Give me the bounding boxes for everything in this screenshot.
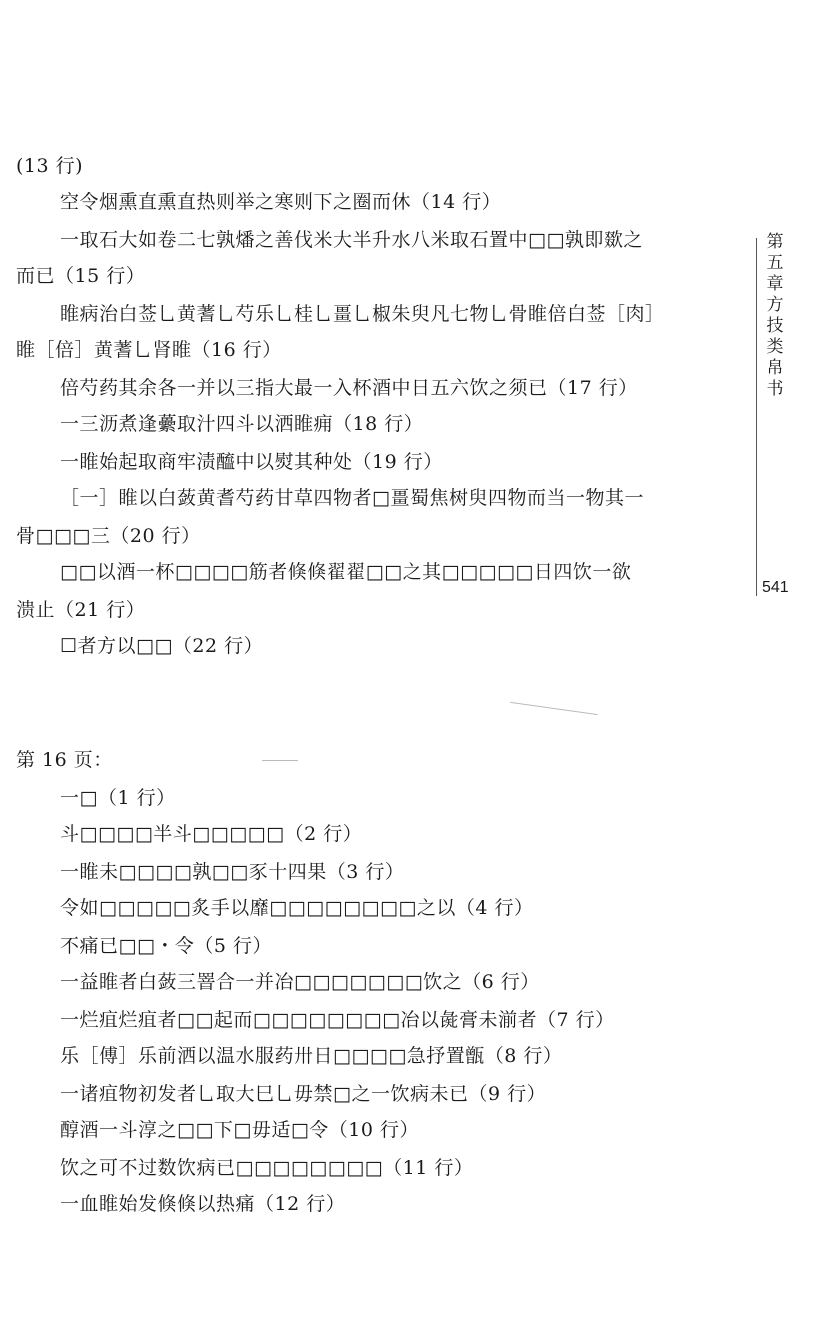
text-line: 一取石大如卷二七孰燔之善伐米大半升水八米取石置中□□孰即欼之: [60, 229, 643, 251]
text-line: 一睢始起取商牢渍醯中以熨其种处（19 行）: [60, 451, 443, 473]
text-line: 溃止（21 行）: [16, 599, 146, 621]
text-line: 一三沥煮逢虆取汁四斗以洒睢痈（18 行）: [60, 413, 424, 435]
text-line: ［一］睢以白蔹黄耆芍药甘草四物者□畺蜀焦树臾四物而当一物其一: [60, 487, 644, 509]
text-line: 睢［倍］黄蓍乚肾睢（16 行）: [16, 339, 282, 361]
text-line: 而已（15 行）: [16, 265, 146, 287]
text-line: 睢病治白莶乚黄蓍乚芍乐乚桂乚畺乚椒朱臾凡七物乚骨睢倍白莶［肉］: [60, 303, 665, 325]
text-line: 令如□□□□□炙手以靡□□□□□□□□之以（4 行）: [60, 897, 534, 919]
text-line: 一诸疽物初发者乚取大巳乚毋禁□之一饮病未已（9 行）: [60, 1083, 547, 1105]
text-line: 醇酒一斗淳之□□下□毋适□令（10 行）: [60, 1119, 420, 1141]
text-line: 斗□□□□半斗□□□□□（2 行）: [60, 823, 363, 845]
scan-mark: [262, 760, 298, 761]
text-line: 一益睢者白蔹三罯合一并冶□□□□□□□饮之（6 行）: [60, 971, 540, 993]
text-line: 空令烟熏直熏直热则举之寒则下之圈而休（14 行）: [60, 191, 502, 213]
text-line: 饮之可不过数饮病已□□□□□□□□（11 行）: [60, 1157, 474, 1179]
text-line: ☐者方以□□（22 行）: [60, 635, 264, 657]
text-line: 一□（1 行）: [60, 787, 176, 809]
text-line: 不痛已□□・令（5 行）: [60, 935, 273, 957]
text-line: 一烂疽烂疽者□□起而□□□□□□□□冶以彘膏未湔者（7 行）: [60, 1009, 615, 1031]
sidebar-rule: [756, 238, 757, 596]
text-line: 倍芍药其余各一并以三指大最一入杯酒中日五六饮之须已（17 行）: [60, 377, 638, 399]
text-line: □□以酒一杯□□□□筋者倏倏翟翟□□之其□□□□□日四饮一欲: [60, 561, 632, 583]
text-line: (13 行): [16, 155, 84, 177]
page-number: 541: [762, 579, 789, 596]
page-heading: 第 16 页：: [16, 749, 113, 771]
chapter-title: 第五章 方技类帛书: [766, 232, 801, 399]
scan-mark: [510, 702, 597, 715]
text-line: 一血睢始发倏倏以热痛（12 行）: [60, 1193, 346, 1215]
text-line: 乐［傅］乐前洒以温水服药卅日□□□□急抒置甑（8 行）: [60, 1045, 563, 1067]
text-line: 骨□□□三（20 行）: [16, 525, 201, 547]
text-line: 一睢未□□□□孰□□豕十四果（3 行）: [60, 861, 405, 883]
